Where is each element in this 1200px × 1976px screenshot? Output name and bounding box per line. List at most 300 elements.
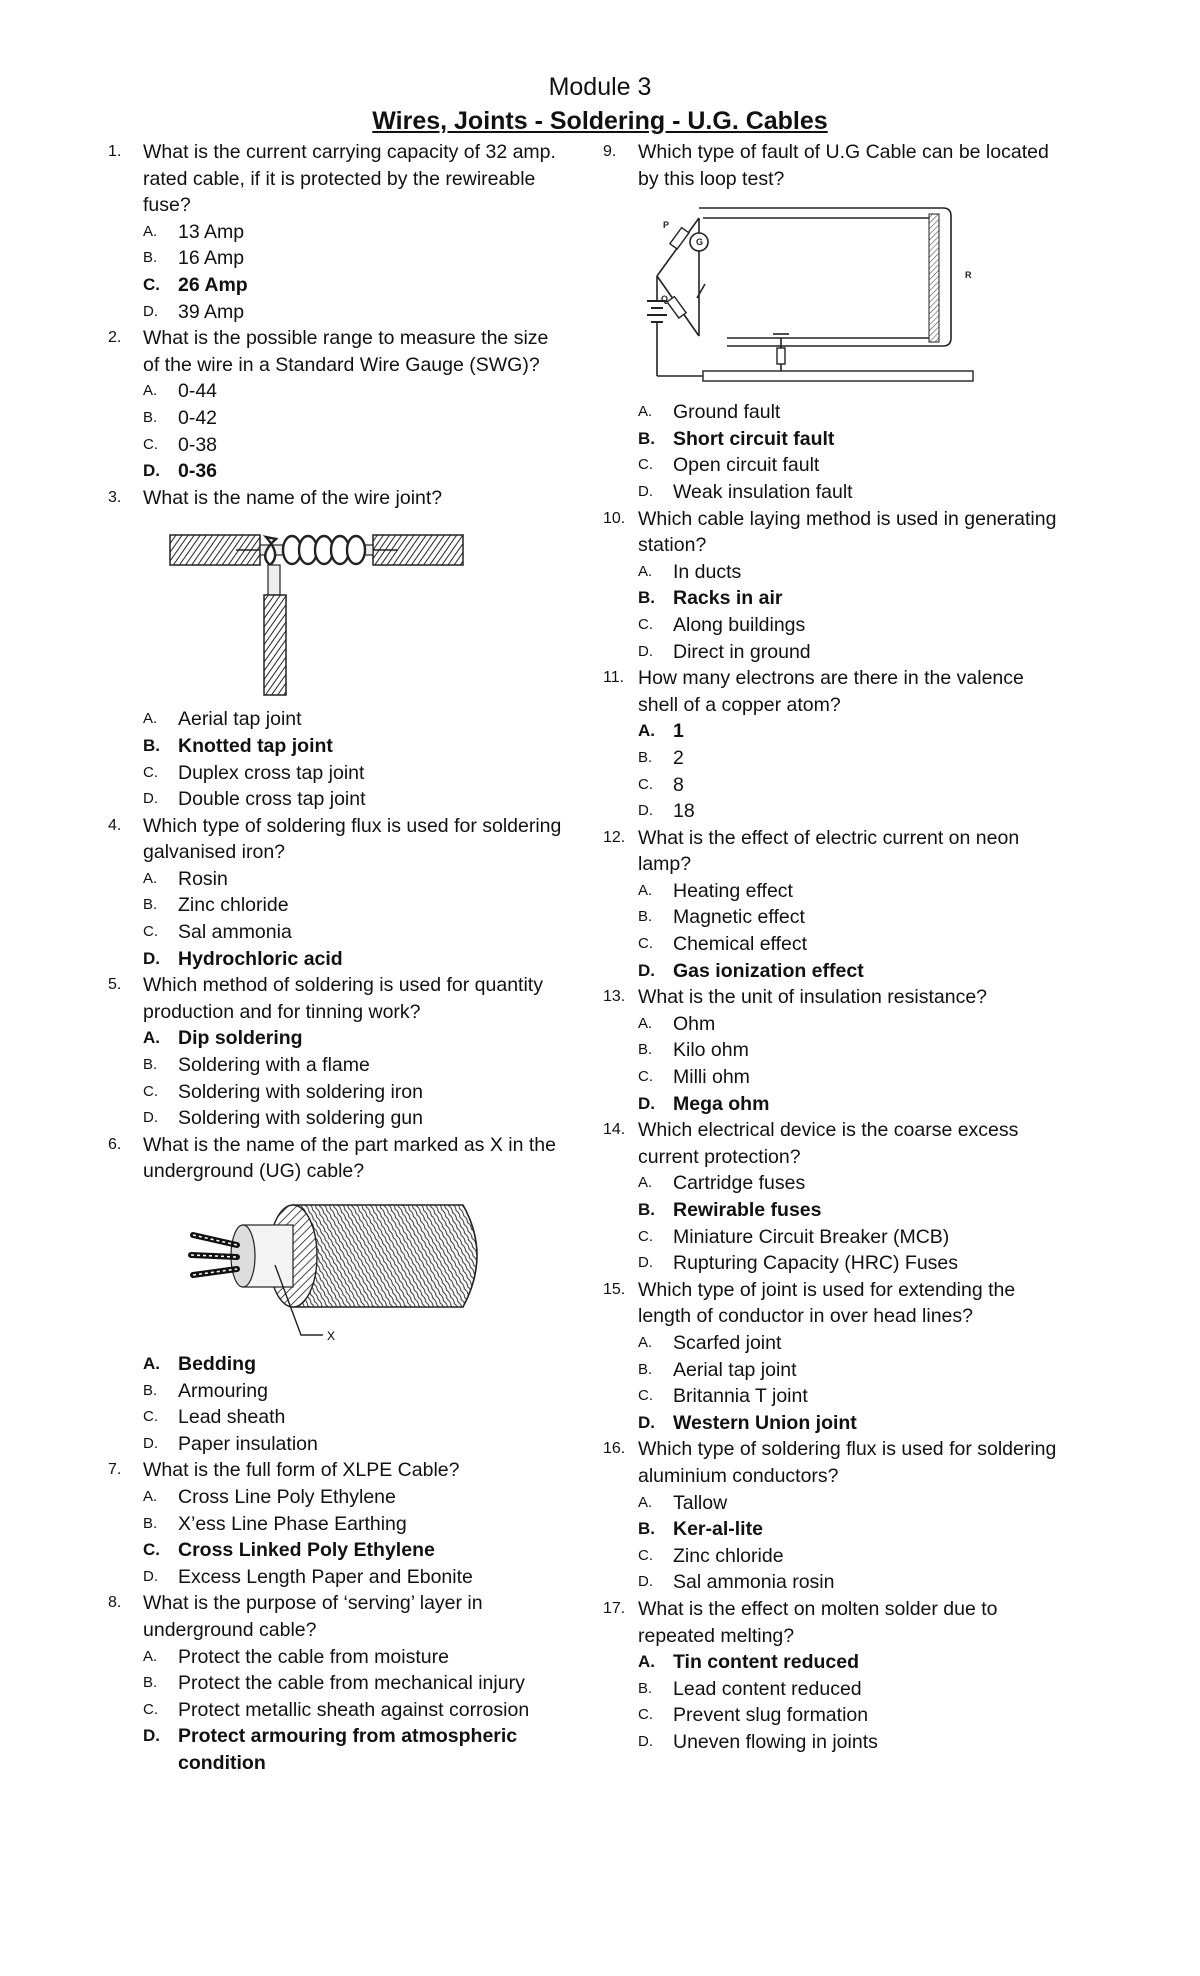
option-letter: A. xyxy=(143,710,158,728)
figure-label-g: G xyxy=(696,237,704,248)
option-text: Lead content reduced xyxy=(673,1677,862,1700)
answer-option xyxy=(108,1025,568,1052)
option-text: Armouring xyxy=(178,1379,268,1402)
option-item xyxy=(108,1697,568,1724)
page-title: Wires, Joints - Soldering - U.G. Cables xyxy=(372,107,828,135)
option-item xyxy=(108,866,568,893)
question-number: 1. xyxy=(108,143,122,160)
answer-option xyxy=(603,1649,1063,1676)
option-text: Magnetic effect xyxy=(673,906,805,929)
question-text xyxy=(108,1132,568,1185)
option-text: Rosin xyxy=(178,867,228,890)
option-letter: A. xyxy=(143,382,158,400)
option-letter: A. xyxy=(638,1014,653,1032)
question-block xyxy=(108,1590,568,1776)
option-item xyxy=(603,931,1063,958)
option-text: Zinc chloride xyxy=(178,894,289,917)
option-item xyxy=(603,1383,1063,1410)
option-letter: C. xyxy=(143,1408,158,1426)
option-item xyxy=(108,1079,568,1106)
question-number: 2. xyxy=(108,329,122,347)
option-letter: B. xyxy=(638,1200,655,1219)
option-item xyxy=(603,399,1063,426)
option-letter: C. xyxy=(638,456,653,474)
option-text: Protect the cable from moisture xyxy=(178,1645,449,1668)
option-item xyxy=(603,612,1063,639)
option-letter: B. xyxy=(143,1056,158,1074)
question-stem: What is the name of the wire joint? xyxy=(143,486,443,509)
question-number: 11. xyxy=(603,669,625,687)
option-text: Milli ohm xyxy=(673,1066,750,1089)
options-list xyxy=(603,1330,1063,1436)
answer-option xyxy=(603,585,1063,612)
option-letter: D. xyxy=(143,1726,160,1746)
option-letter: A. xyxy=(638,721,655,741)
question-block xyxy=(108,1457,568,1590)
question-stem: What is the effect on molten solder due to repeated melting? xyxy=(638,1597,998,1647)
option-letter: B. xyxy=(638,1519,655,1539)
option-letter: B. xyxy=(638,748,653,766)
question-block xyxy=(603,1277,1063,1437)
option-item xyxy=(108,432,568,459)
option-letter: C. xyxy=(638,615,653,633)
option-item xyxy=(603,452,1063,479)
option-text: 2 xyxy=(673,746,684,769)
option-item xyxy=(108,1484,568,1511)
answer-option xyxy=(108,272,568,299)
option-item xyxy=(603,1729,1063,1756)
option-text: Bedding xyxy=(178,1353,256,1375)
option-item xyxy=(108,219,568,246)
answer-option xyxy=(108,458,568,485)
option-text: Hydrochloric acid xyxy=(178,947,343,970)
options-list xyxy=(603,878,1063,984)
option-item xyxy=(108,1431,568,1458)
options-list xyxy=(603,1490,1063,1596)
option-letter: C. xyxy=(143,923,158,941)
question-number: 10. xyxy=(603,509,626,527)
question-text xyxy=(603,1436,1063,1489)
ug-cable-cross-section-figure xyxy=(163,1195,493,1345)
question-block xyxy=(603,1117,1063,1277)
option-letter: D. xyxy=(638,1412,655,1432)
answer-option xyxy=(603,718,1063,745)
question-figure xyxy=(158,525,568,700)
question-number: 4. xyxy=(108,816,122,834)
options-list xyxy=(603,399,1063,505)
option-letter: B. xyxy=(638,1041,653,1059)
option-text: Open circuit fault xyxy=(673,454,820,477)
option-letter: D. xyxy=(143,790,158,808)
option-text: Dip soldering xyxy=(178,1027,303,1050)
option-text: Weak insulation fault xyxy=(673,480,853,503)
option-text: Soldering with a flame xyxy=(178,1054,370,1077)
option-letter: D. xyxy=(638,1093,655,1113)
option-item xyxy=(108,786,568,813)
option-text: Short circuit fault xyxy=(673,427,835,450)
option-item xyxy=(603,904,1063,931)
option-letter: D. xyxy=(143,302,158,320)
answer-option xyxy=(108,1723,568,1776)
option-item xyxy=(603,559,1063,586)
option-item xyxy=(108,299,568,326)
option-text: 39 Amp xyxy=(178,300,245,323)
option-text: Direct in ground xyxy=(673,640,811,663)
option-item xyxy=(108,1404,568,1431)
option-letter: C. xyxy=(638,935,653,953)
option-text: Heating effect xyxy=(673,879,793,902)
option-item xyxy=(603,878,1063,905)
option-item xyxy=(108,892,568,919)
question-text xyxy=(108,1590,568,1643)
figure-label-p: P xyxy=(663,220,670,231)
option-text: Soldering with soldering iron xyxy=(178,1080,423,1103)
option-item xyxy=(603,1569,1063,1596)
option-text: Rupturing Capacity (HRC) Fuses xyxy=(673,1252,959,1275)
figure-label-x: X xyxy=(327,1329,336,1343)
option-item xyxy=(108,1105,568,1132)
option-text: 0-38 xyxy=(178,433,218,456)
option-letter: B. xyxy=(143,1514,158,1532)
question-block xyxy=(603,139,1063,506)
question-stem: Which type of soldering flux is used for soldering galvanised iron? xyxy=(143,814,562,864)
option-text: Sal ammonia xyxy=(178,921,292,944)
figure-label-q: Q xyxy=(661,294,669,305)
option-text: Zinc chloride xyxy=(673,1544,784,1567)
question-number: 12. xyxy=(603,828,626,846)
option-text: Ker-al-lite xyxy=(673,1518,763,1541)
option-item xyxy=(108,1378,568,1405)
option-letter: A. xyxy=(143,1028,160,1048)
option-text: Duplex cross tap joint xyxy=(178,761,365,784)
question-stem: Which electrical device is the coarse excess current protection? xyxy=(638,1119,1019,1168)
option-text: Kilo ohm xyxy=(673,1039,749,1062)
question-block xyxy=(603,984,1063,1117)
option-text: Protect the cable from mechanical injury xyxy=(178,1672,525,1695)
option-item xyxy=(108,378,568,405)
option-item xyxy=(603,1170,1063,1197)
option-letter: D. xyxy=(638,482,653,500)
options-list xyxy=(603,1649,1063,1755)
option-letter: C. xyxy=(143,1082,158,1100)
question-stem: Which type of soldering flux is used for soldering aluminium conductors? xyxy=(638,1438,1057,1487)
option-text: Scarfed joint xyxy=(673,1331,782,1354)
question-number: 9. xyxy=(603,143,617,160)
option-item xyxy=(108,405,568,432)
answer-option xyxy=(603,958,1063,985)
option-text: Double cross tap joint xyxy=(178,788,366,811)
answer-option xyxy=(603,1516,1063,1543)
option-item xyxy=(603,798,1063,825)
option-text: Britannia T joint xyxy=(673,1385,808,1408)
question-stem: Which type of joint is used for extending the length of conductor in over head lines? xyxy=(638,1278,1016,1328)
question-block xyxy=(603,506,1063,666)
option-item xyxy=(603,1011,1063,1038)
left-column xyxy=(108,139,568,1777)
question-text xyxy=(603,1277,1063,1330)
question-text xyxy=(603,1596,1063,1649)
option-letter: A. xyxy=(638,403,653,421)
option-item xyxy=(108,1644,568,1671)
option-letter: D. xyxy=(638,642,653,660)
question-stem: What is the full form of XLPE Cable? xyxy=(143,1459,460,1482)
question-text xyxy=(603,139,1063,192)
option-text: Rewirable fuses xyxy=(673,1199,822,1221)
figure-label-r: R xyxy=(965,270,972,281)
option-letter: D. xyxy=(143,1567,158,1585)
options-list xyxy=(603,718,1063,824)
option-text: Gas ionization effect xyxy=(673,959,864,982)
question-text xyxy=(108,972,568,1025)
option-text: Prevent slug formation xyxy=(673,1704,869,1727)
option-text: Soldering with soldering gun xyxy=(178,1107,423,1130)
option-text: 0-36 xyxy=(178,460,218,483)
option-text: Racks in air xyxy=(673,587,783,610)
question-figure xyxy=(643,198,1063,393)
option-letter: A. xyxy=(143,1487,158,1505)
question-text xyxy=(108,485,568,512)
option-letter: D. xyxy=(143,1434,158,1452)
answer-option xyxy=(108,946,568,973)
options-list xyxy=(108,866,568,972)
question-text xyxy=(108,139,568,219)
option-letter: D. xyxy=(638,960,655,980)
option-letter: B. xyxy=(143,896,158,914)
option-item xyxy=(603,772,1063,799)
option-text: Uneven flowing in joints xyxy=(673,1730,878,1753)
option-letter: D. xyxy=(143,461,160,481)
option-letter: D. xyxy=(638,1732,653,1750)
option-text: In ducts xyxy=(673,560,742,583)
question-stem: What is the purpose of ‘serving’ layer in underground cable? xyxy=(143,1592,483,1641)
option-text: 26 Amp xyxy=(178,273,248,296)
question-stem: Which type of fault of U.G Cable can be located by this loop test? xyxy=(638,141,1049,190)
option-text: Ohm xyxy=(673,1012,716,1035)
option-letter: C. xyxy=(638,1387,653,1405)
question-block xyxy=(108,139,568,325)
question-text xyxy=(603,665,1063,718)
option-item xyxy=(108,245,568,272)
question-number: 17. xyxy=(603,1599,626,1617)
option-letter: D. xyxy=(638,802,653,820)
option-item xyxy=(603,1357,1063,1384)
option-letter: B. xyxy=(143,1674,158,1692)
option-item xyxy=(108,919,568,946)
answer-option xyxy=(603,1197,1063,1224)
question-figure xyxy=(163,1195,568,1345)
option-item xyxy=(108,1670,568,1697)
answer-option xyxy=(108,1351,568,1378)
option-item xyxy=(603,1224,1063,1251)
option-letter: C. xyxy=(143,1540,160,1560)
option-text: 0-44 xyxy=(178,380,218,403)
option-letter: C. xyxy=(143,1700,158,1718)
question-text xyxy=(603,984,1063,1011)
option-text: X’ess Line Phase Earthing xyxy=(178,1512,407,1535)
question-block xyxy=(603,665,1063,825)
option-text: Aerial tap joint xyxy=(673,1358,797,1381)
options-list xyxy=(108,1644,568,1777)
options-list xyxy=(108,1351,568,1457)
option-letter: C. xyxy=(143,435,158,453)
option-item xyxy=(603,1702,1063,1729)
options-list xyxy=(603,559,1063,665)
option-letter: C. xyxy=(638,1706,653,1724)
option-item xyxy=(603,1037,1063,1064)
question-text xyxy=(108,1457,568,1484)
option-letter: D. xyxy=(638,1254,653,1272)
option-letter: C. xyxy=(143,763,158,781)
option-letter: A. xyxy=(638,1652,655,1672)
answer-option xyxy=(603,1410,1063,1437)
question-number: 15. xyxy=(603,1280,626,1298)
question-block xyxy=(108,813,568,973)
option-text: Protect metallic sheath against corrosion xyxy=(178,1698,530,1721)
option-item xyxy=(603,1064,1063,1091)
option-item xyxy=(603,639,1063,666)
answer-option xyxy=(108,1537,568,1564)
question-stem: How many electrons are there in the valence shell of a copper atom? xyxy=(638,667,1024,716)
options-list xyxy=(603,1170,1063,1276)
question-block xyxy=(603,825,1063,985)
option-text: Cross Linked Poly Ethylene xyxy=(178,1539,435,1562)
option-letter: A. xyxy=(638,562,653,580)
question-number: 16. xyxy=(603,1440,626,1458)
option-item xyxy=(603,745,1063,772)
option-text: Tin content reduced xyxy=(673,1651,859,1674)
option-item xyxy=(108,1052,568,1079)
question-text xyxy=(603,1117,1063,1170)
question-block xyxy=(108,325,568,485)
option-letter: B. xyxy=(143,249,158,267)
option-item xyxy=(603,1543,1063,1570)
option-letter: C. xyxy=(638,1068,653,1086)
question-stem: What is the possible range to measure the size of the wire in a Standard Wire Gauge (SWG)? xyxy=(143,327,549,376)
option-text: 13 Amp xyxy=(178,220,245,243)
question-block xyxy=(108,972,568,1132)
option-letter: B. xyxy=(638,908,653,926)
options-list xyxy=(603,1011,1063,1117)
question-number: 7. xyxy=(108,1461,122,1479)
question-number: 13. xyxy=(603,988,626,1006)
option-letter: D. xyxy=(638,1573,653,1591)
options-list xyxy=(108,378,568,484)
question-number: 14. xyxy=(603,1121,626,1139)
question-block xyxy=(603,1596,1063,1756)
option-text: 1 xyxy=(673,720,684,743)
option-item xyxy=(108,1511,568,1538)
option-letter: B. xyxy=(143,408,158,426)
option-text: Excess Length Paper and Ebonite xyxy=(178,1565,473,1588)
question-number: 6. xyxy=(108,1135,122,1153)
option-letter: B. xyxy=(638,1679,653,1697)
option-item xyxy=(603,1490,1063,1517)
option-item xyxy=(108,1564,568,1591)
option-item xyxy=(603,1250,1063,1277)
question-number: 3. xyxy=(108,488,122,506)
question-text xyxy=(603,825,1063,878)
option-text: Lead sheath xyxy=(178,1406,286,1429)
option-text: Knotted tap joint xyxy=(178,734,333,757)
option-letter: C. xyxy=(638,775,653,793)
option-letter: A. xyxy=(143,869,158,887)
option-letter: D. xyxy=(143,948,160,968)
option-letter: A. xyxy=(638,1333,653,1351)
option-letter: B. xyxy=(143,1381,158,1399)
option-text: Along buildings xyxy=(673,613,806,636)
option-text: Sal ammonia rosin xyxy=(673,1571,835,1594)
question-stem: Which cable laying method is used in generating station? xyxy=(638,507,1057,557)
option-text: 8 xyxy=(673,773,684,796)
option-text: Aerial tap joint xyxy=(178,708,302,731)
option-text: Paper insulation xyxy=(178,1432,318,1455)
option-letter: A. xyxy=(143,222,158,240)
option-letter: C. xyxy=(638,1227,653,1245)
question-stem: What is the name of the part marked as X in the underground (UG) cable? xyxy=(143,1133,556,1183)
question-text xyxy=(603,506,1063,559)
option-letter: A. xyxy=(638,1493,653,1511)
option-text: Western Union joint xyxy=(673,1411,857,1434)
option-letter: A. xyxy=(638,1174,653,1192)
option-letter: D. xyxy=(143,1109,158,1127)
right-column xyxy=(603,139,1063,1755)
question-text xyxy=(108,325,568,378)
option-text: Mega ohm xyxy=(673,1092,770,1115)
option-item xyxy=(108,706,568,733)
question-stem: What is the effect of electric current on neon lamp? xyxy=(638,826,1020,876)
question-block xyxy=(108,485,568,813)
option-letter: A. xyxy=(143,1354,160,1373)
option-text: 18 xyxy=(673,800,695,823)
option-letter: A. xyxy=(143,1647,158,1665)
option-item xyxy=(603,1330,1063,1357)
question-block xyxy=(108,1132,568,1458)
option-text: Cartridge fuses xyxy=(673,1172,806,1195)
option-item xyxy=(108,760,568,787)
answer-option xyxy=(603,1091,1063,1118)
answer-option xyxy=(108,733,568,760)
option-text: Ground fault xyxy=(673,401,781,424)
option-text: 16 Amp xyxy=(178,247,245,270)
module-heading: Module 3 xyxy=(548,73,652,101)
question-block xyxy=(603,1436,1063,1596)
option-text: Miniature Circuit Breaker (MCB) xyxy=(673,1225,950,1248)
question-stem: What is the current carrying capacity of 32 amp. rated cable, if it is protected by the rewireable fuse? xyxy=(143,141,556,217)
option-letter: A. xyxy=(638,881,653,899)
option-item xyxy=(603,1676,1063,1703)
question-stem: Which method of soldering is used for quantity production and for tinning work? xyxy=(143,974,543,1023)
answer-option xyxy=(603,426,1063,453)
option-letter: B. xyxy=(638,428,655,448)
options-list xyxy=(108,219,568,325)
option-letter: B. xyxy=(143,735,160,755)
knotted-tap-joint-figure xyxy=(158,525,468,700)
option-text: 0-42 xyxy=(178,406,218,429)
option-letter: C. xyxy=(143,274,160,294)
option-text: Tallow xyxy=(673,1491,728,1514)
loop-test-circuit-figure xyxy=(643,198,993,393)
options-list xyxy=(108,1484,568,1590)
option-text: Chemical effect xyxy=(673,933,808,956)
question-text xyxy=(108,813,568,866)
question-number: 5. xyxy=(108,976,122,994)
option-letter: B. xyxy=(638,1360,653,1378)
question-stem: What is the unit of insulation resistance? xyxy=(638,986,988,1009)
option-letter: C. xyxy=(638,1546,653,1564)
question-number: 8. xyxy=(108,1594,122,1612)
option-item xyxy=(603,479,1063,506)
options-list xyxy=(108,706,568,812)
